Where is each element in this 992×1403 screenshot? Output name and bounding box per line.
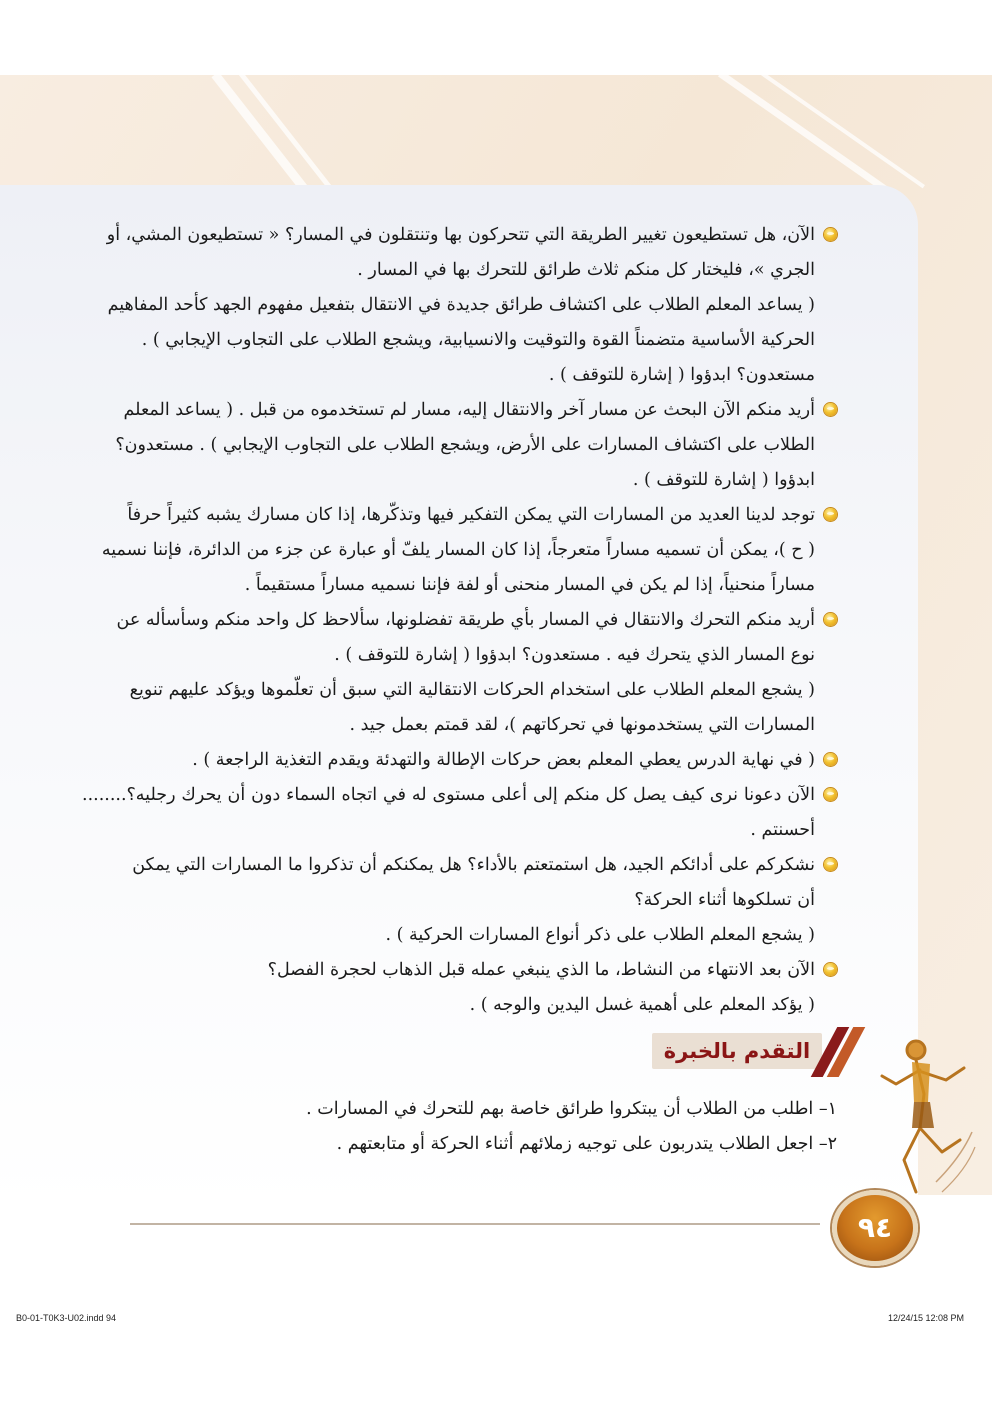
text-line: ( في نهاية الدرس يعطي المعلم بعض حركات الإطالة والتهدئة ويقدم التغذية الراجعة ) . — [192, 750, 815, 770]
text-line: الجري »، فليختار كل منكم ثلاث طرائق للتحرك بها في المسار . — [357, 260, 815, 280]
text-line: الآن بعد الانتهاء من النشاط، ما الذي ينبغي عمله قبل الذهاب لحجرة الفصل؟ — [267, 960, 815, 980]
bullet-paragraph — [82, 498, 837, 603]
text-line: أريد منكم التحرك والانتقال في المسار بأي طريقة تفضلونها، سألاحظ كل واحد منكم وسأسأله عن — [116, 610, 815, 630]
footer-file-info: B0-01-T0K3-U02.indd 94 — [16, 1313, 117, 1323]
text-line: المسارات التي يستخدمونها في تحركاتهم )، لقد قمتم بعمل جيد . — [349, 715, 815, 735]
text-line: توجد لدينا العديد من المسارات التي يمكن التفكير فيها وتذكّرها، إذا كان مسارك يشبه كثيراً حرفاً — [127, 505, 815, 525]
text-line: الآن، هل تستطيعون تغيير الطريقة التي تتحركون بها وتنتقلون في المسار؟ « تستطيعون المشي، أو — [106, 225, 815, 245]
bullet-icon — [824, 228, 837, 241]
text-line: مستعدون؟ ابدؤوا ( إشارة للتوقف ) . — [548, 365, 815, 385]
note-paragraph — [82, 673, 837, 743]
text-line: أريد منكم الآن البحث عن مسار آخر والانتقال إليه، مسار لم تستخدموه من قبل . ( يساعد المعلم — [123, 400, 815, 420]
text-line: ( يشجع المعلم الطلاب على ذكر أنواع المسارات الحركية ) . — [385, 925, 815, 945]
note-paragraph — [82, 288, 837, 393]
experience-item: ١– اطلب من الطلاب أن يبتكروا طرائق خاصة بهم للتحرك في المسارات . — [306, 1099, 837, 1119]
bullet-icon — [824, 788, 837, 801]
bullet-icon — [824, 403, 837, 416]
bullet-icon — [824, 613, 837, 626]
text-line: الطلاب على اكتشاف المسارات على الأرض، ويشجع الطلاب على التجاوب الإيجابي ) . مستعدون؟ — [115, 435, 815, 455]
text-line: ( يؤكد المعلم على أهمية غسل اليدين والوجه ) . — [469, 995, 815, 1015]
footer-timestamp: 12/24/15 12:08 PM — [887, 1313, 964, 1323]
text-line: أن تسلكوها أثناء الحركة؟ — [634, 890, 815, 910]
text-line: نوع المسار الذي يتحرك فيه . مستعدون؟ ابدؤوا ( إشارة للتوقف ) . — [334, 645, 815, 665]
bullet-paragraph — [82, 848, 837, 918]
page-number-badge: ٩٤ — [832, 1190, 918, 1266]
section-title: التقدم بالخبرة — [652, 1033, 822, 1069]
text-line: ( يشجع المعلم الطلاب على استخدام الحركات الانتقالية التي سبق أن تعلّموها ويؤكد عليهم تنويع — [129, 680, 815, 700]
bullet-paragraph — [82, 778, 837, 848]
bullet-icon — [824, 753, 837, 766]
bullet-icon — [824, 508, 837, 521]
bullet-paragraph — [82, 603, 837, 673]
experience-item: ٢– اجعل الطلاب يتدربون على توجيه زملائهم أثناء الحركة أو متابعتهم . — [336, 1134, 837, 1154]
footer-rule — [130, 1223, 820, 1225]
experience-list — [277, 1092, 837, 1162]
text-line: ( يساعد المعلم الطلاب على اكتشاف طرائق جديدة في الانتقال بتفعيل مفهوم الجهد كأحد المفاهيم — [107, 295, 815, 315]
text-line: ابدؤوا ( إشارة للتوقف ) . — [632, 470, 815, 490]
section-header — [640, 1027, 860, 1077]
text-line: ( ح )، يمكن أن تسميه مساراً متعرجاً، إذا كان المسار يلفّ أو عبارة عن جزء من الدائرة، فإننا نسميه — [101, 540, 815, 560]
text-line: الآن دعونا نرى كيف يصل كل منكم إلى أعلى مستوى له في اتجاه السماء دون أن يحرك رجليه؟........ أحسنتم . — [82, 785, 815, 840]
text-line: نشكركم على أدائكم الجيد، هل استمتعتم بالأداء؟ هل يمكنكم أن تذكروا ما المسارات التي يمكن — [132, 855, 815, 875]
bullet-paragraph — [82, 218, 837, 288]
bullet-icon — [824, 963, 837, 976]
note-paragraph — [82, 988, 837, 1023]
bullet-paragraph — [82, 393, 837, 498]
note-paragraph — [82, 918, 837, 953]
bullet-paragraph — [82, 743, 837, 778]
lesson-text — [82, 218, 837, 1023]
bullet-icon — [824, 858, 837, 871]
text-line: مساراً منحنياً، إذا لم يكن في المسار منحنى أو لفة فإننا نسميه مساراً مستقيماً . — [244, 575, 815, 595]
runner-illustration — [876, 1032, 976, 1202]
text-line: الحركية الأساسية متضمناً القوة والتوقيت والانسيابية، ويشجع الطلاب على التجاوب الإيجابي ) . — [141, 330, 815, 350]
bullet-paragraph — [82, 953, 837, 988]
